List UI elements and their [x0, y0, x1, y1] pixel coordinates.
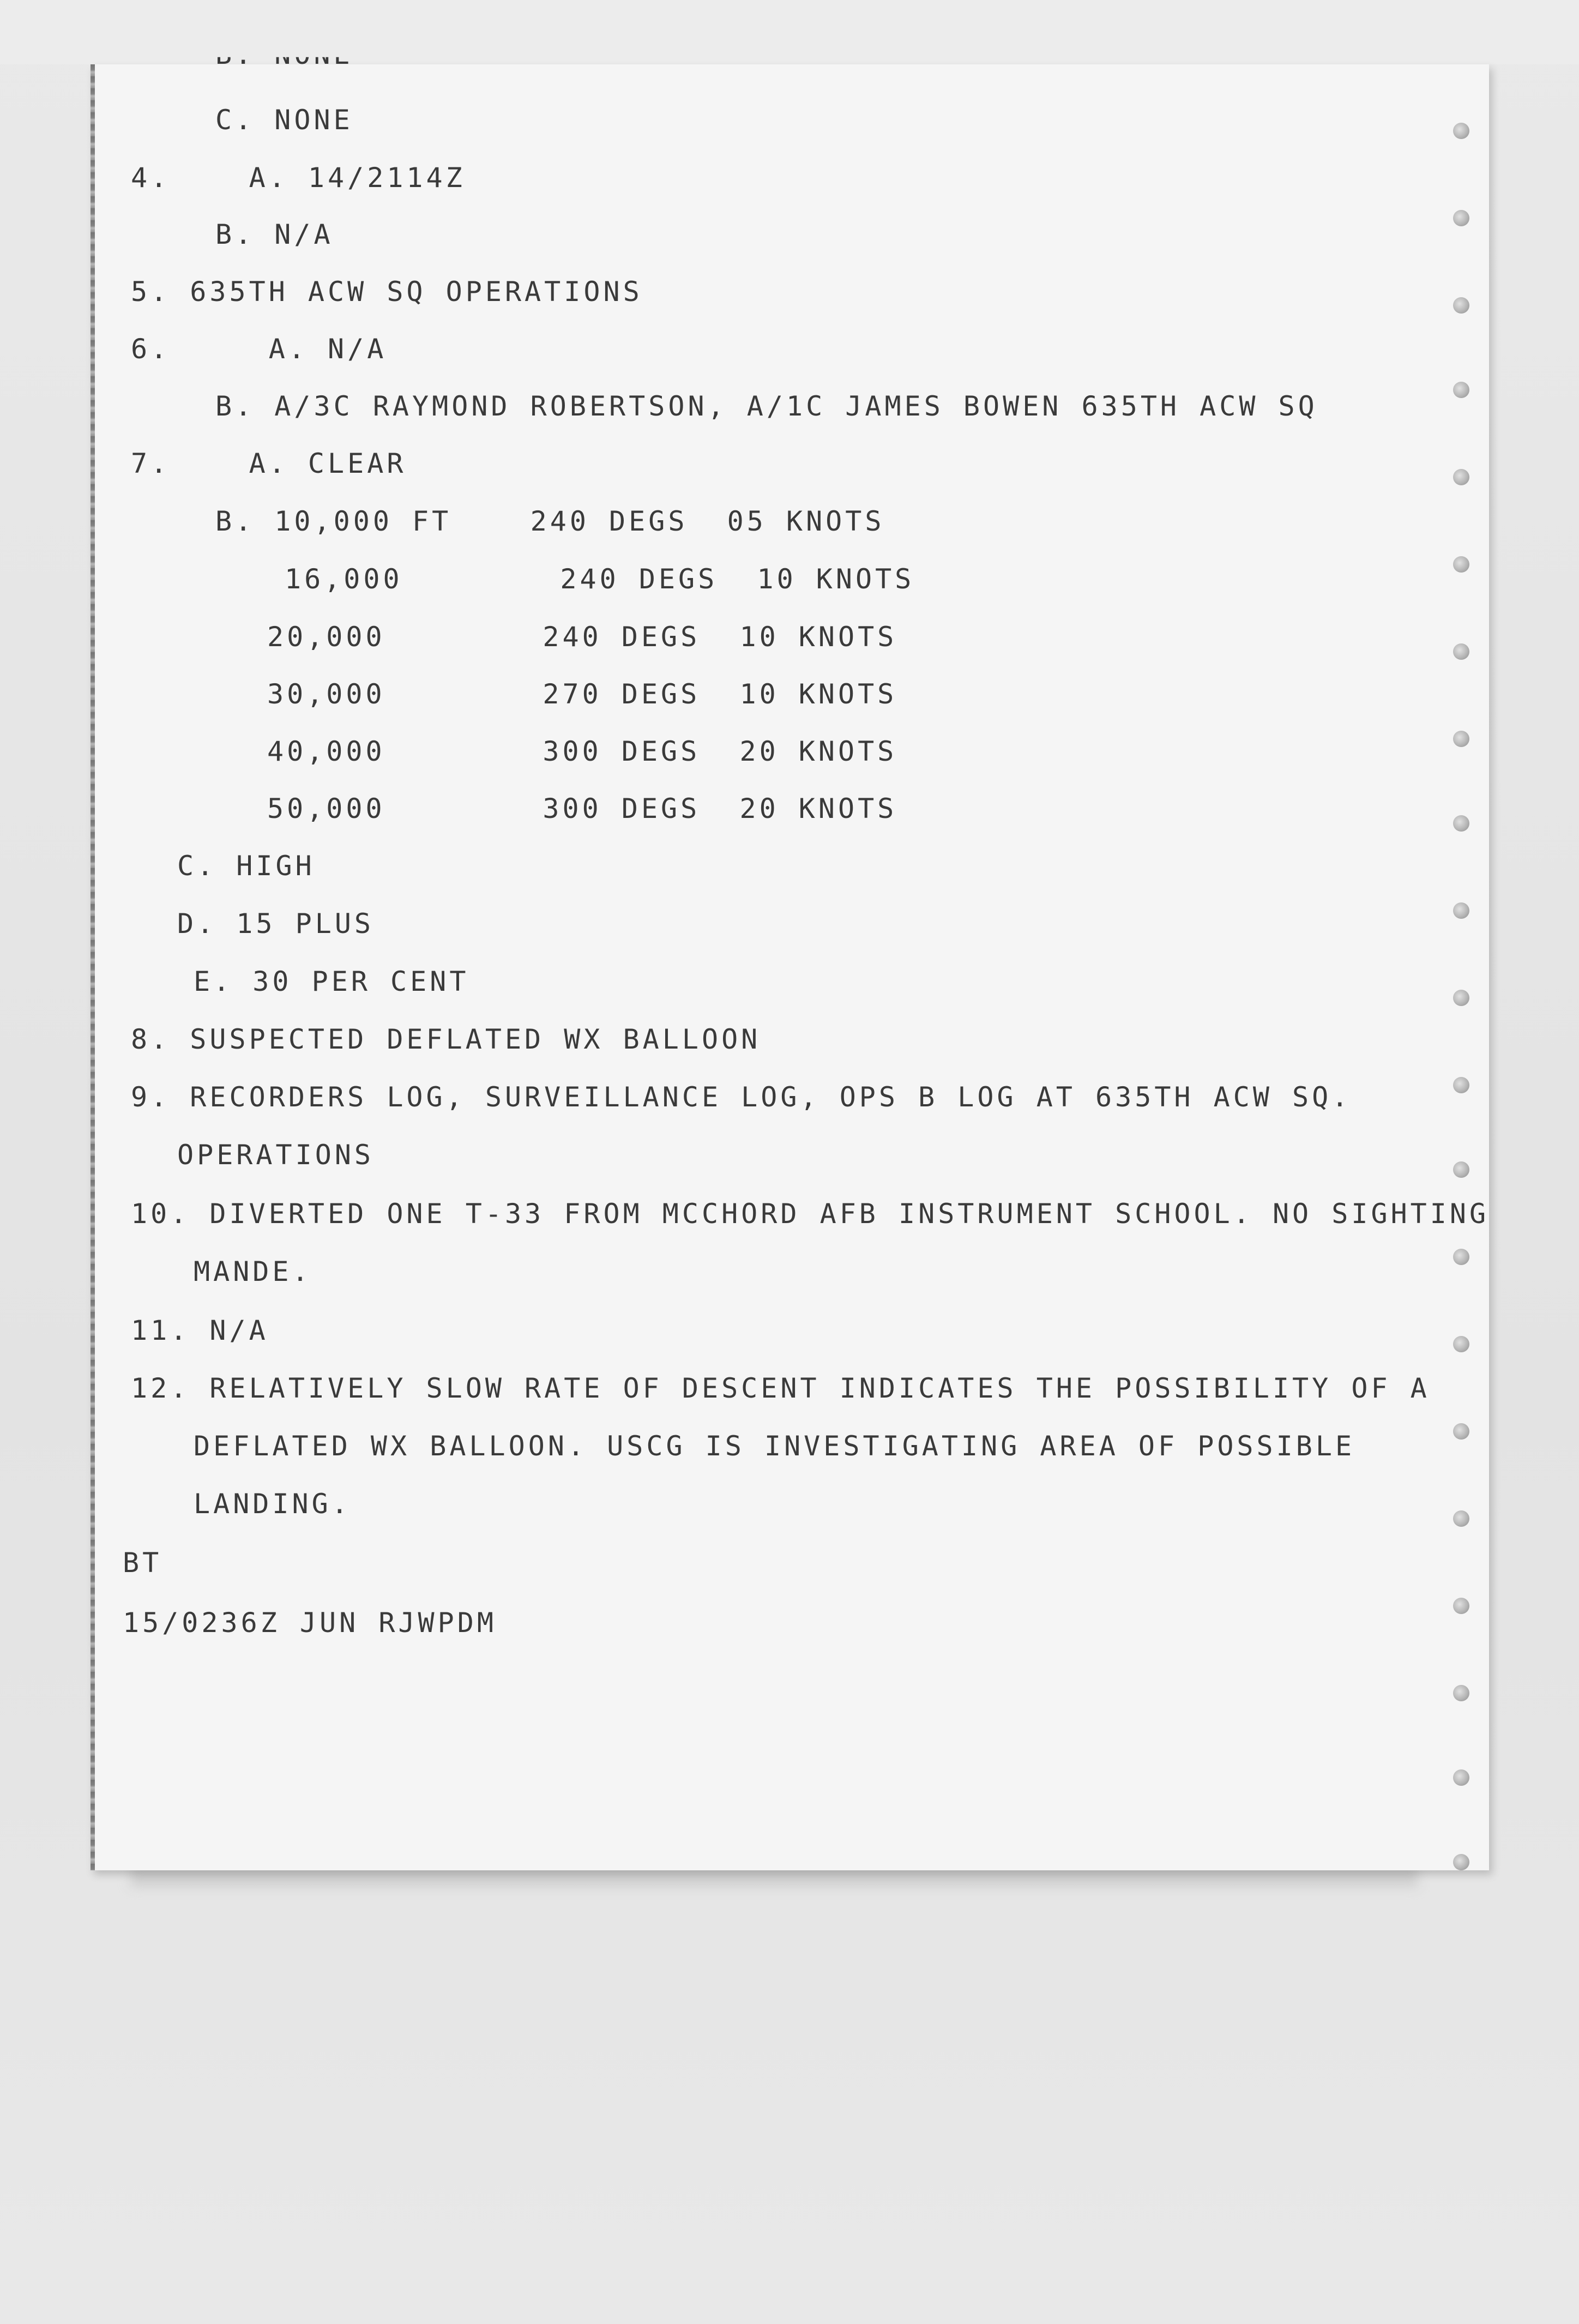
top-border — [0, 0, 1579, 64]
text-line: 8. SUSPECTED DEFLATED WX BALLOON — [131, 1023, 761, 1055]
sprocket-hole-icon — [1453, 731, 1469, 747]
text-line: OPERATIONS — [177, 1139, 375, 1171]
sprocket-hole-icon — [1453, 902, 1469, 919]
sprocket-hole-icon — [1453, 1161, 1469, 1178]
text-line: C. NONE — [215, 104, 353, 136]
text-line: 11. N/A — [131, 1315, 269, 1346]
sprocket-hole-icon — [1453, 297, 1469, 314]
text-line: DEFLATED WX BALLOON. USCG IS INVESTIGATING AREA OF POSSIBLE — [194, 1430, 1355, 1462]
text-line: 20,000 240 DEGS 10 KNOTS — [267, 621, 897, 653]
text-line: 30,000 270 DEGS 10 KNOTS — [267, 678, 897, 710]
text-line: 12. RELATIVELY SLOW RATE OF DESCENT INDICATES THE POSSIBILITY OF A — [131, 1372, 1430, 1404]
text-line: B. N/A — [215, 219, 334, 250]
sprocket-hole-icon — [1453, 1769, 1469, 1786]
text-line: 40,000 300 DEGS 20 KNOTS — [267, 736, 897, 767]
text-line: 5. 635TH ACW SQ OPERATIONS — [131, 276, 643, 308]
sprocket-hole-icon — [1453, 1510, 1469, 1527]
page-left-edge — [91, 64, 95, 1870]
sprocket-hole-icon — [1453, 990, 1469, 1006]
text-line: E. 30 PER CENT — [194, 966, 469, 997]
sprocket-hole-icon — [1453, 1077, 1469, 1093]
text-line: MANDE. — [194, 1256, 312, 1287]
text-line: C. HIGH — [177, 850, 315, 882]
sprocket-hole-icon — [1453, 210, 1469, 226]
text-line: 10. DIVERTED ONE T-33 FROM MCCHORD AFB INSTRUMENT SCHOOL. NO SIGHTING — [131, 1198, 1490, 1230]
sprocket-hole-icon — [1453, 1423, 1469, 1440]
text-line: 16,000 240 DEGS 10 KNOTS — [285, 563, 915, 595]
text-line: BT — [123, 1547, 162, 1579]
sprocket-hole-icon — [1453, 556, 1469, 573]
text-line: LANDING. — [194, 1488, 351, 1520]
sprocket-hole-icon — [1453, 1336, 1469, 1352]
sprocket-hole-icon — [1453, 1249, 1469, 1265]
text-line: 9. RECORDERS LOG, SURVEILLANCE LOG, OPS B LOG AT 635TH ACW SQ. — [131, 1081, 1352, 1113]
text-line: B. 10,000 FT 240 DEGS 05 KNOTS — [215, 505, 885, 537]
sprocket-hole-icon — [1453, 382, 1469, 398]
text-line: 4. A. 14/2114Z — [131, 162, 466, 194]
sprocket-hole-icon — [1453, 815, 1469, 832]
text-line: B. A/3C RAYMOND ROBERTSON, A/1C JAMES BOWEN 635TH ACW SQ — [215, 390, 1318, 422]
text-line: D. 15 PLUS — [177, 908, 375, 940]
sprocket-hole-icon — [1453, 643, 1469, 660]
text-line: 15/0236Z JUN RJWPDM — [123, 1607, 497, 1639]
text-line: 7. A. CLEAR — [131, 448, 407, 479]
text-line: 6. A. N/A — [131, 333, 387, 365]
text-line: 50,000 300 DEGS 20 KNOTS — [267, 793, 897, 824]
sprocket-hole-icon — [1453, 1854, 1469, 1870]
sprocket-hole-icon — [1453, 1598, 1469, 1614]
sprocket-hole-icon — [1453, 1685, 1469, 1701]
sprocket-hole-icon — [1453, 123, 1469, 139]
sprocket-hole-icon — [1453, 469, 1469, 485]
